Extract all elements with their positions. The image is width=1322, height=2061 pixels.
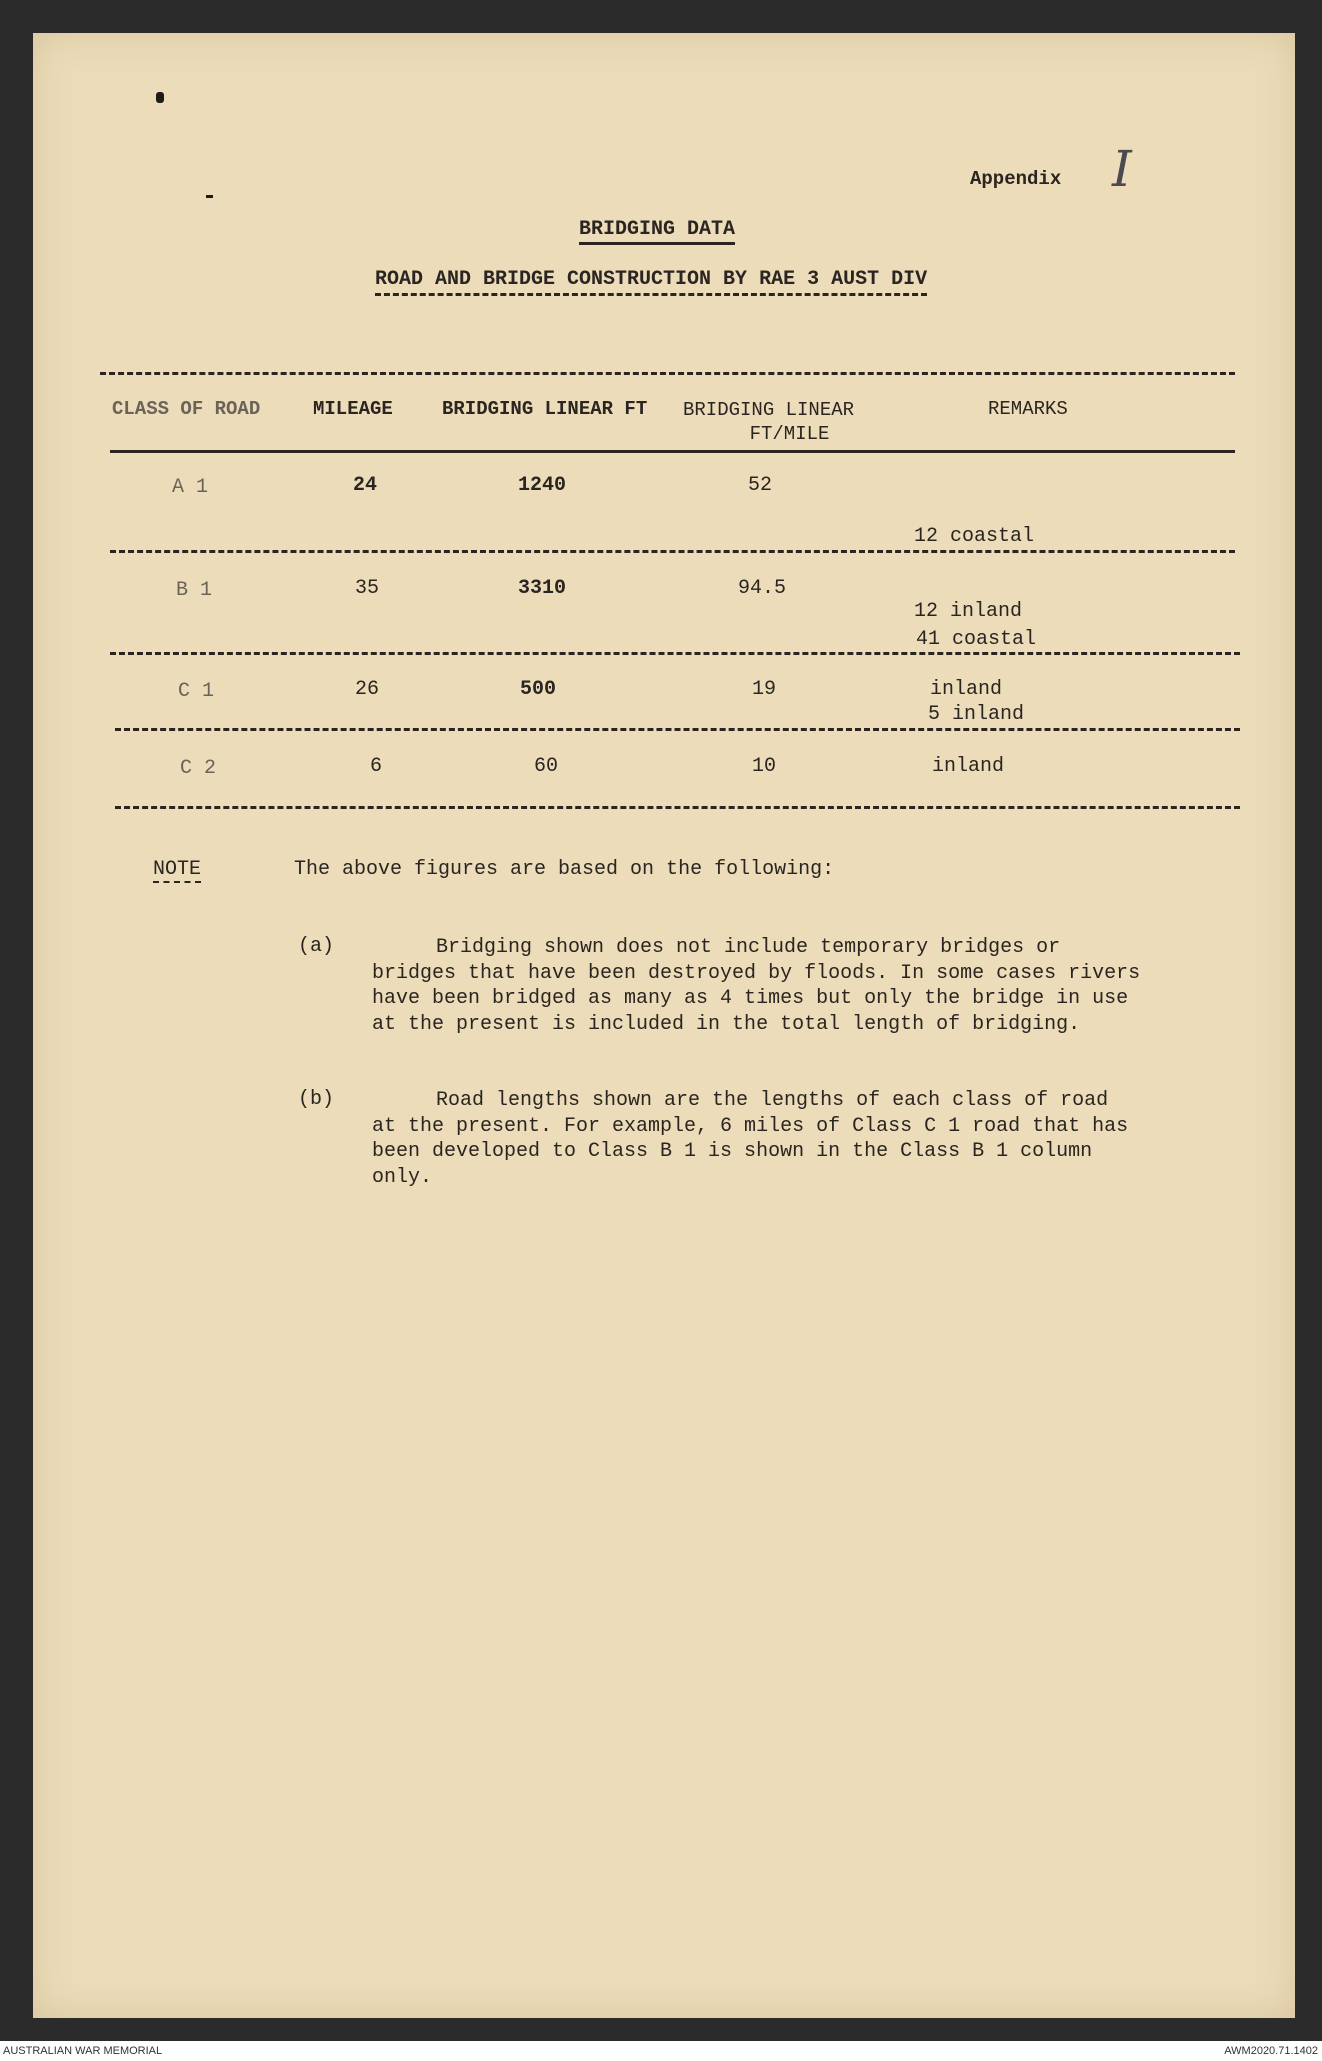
header-bridging-linear-ft: BRIDGING LINEAR FT [442, 398, 648, 420]
row-linear-ft: 60 [534, 755, 559, 778]
row-remarks-line2: 12 inland [914, 600, 1023, 623]
row-class: C 1 [178, 680, 215, 703]
row-remarks: inland [932, 755, 1005, 778]
row-class: C 2 [180, 757, 217, 780]
row-mileage: 26 [355, 678, 380, 701]
note-label: NOTE [153, 858, 202, 881]
row-remarks [916, 577, 1036, 752]
note-item-text: Bridging shown does not include temporary bridges or bridges that have been destroyed by floods. In some cases rivers have been bridged as many as 4 times but only the bridge in use at the present is included in the total length of bridging. [372, 936, 1141, 1036]
row-mileage: 24 [353, 474, 378, 497]
document-title: BRIDGING DATA [579, 218, 735, 245]
row-remarks-line1: 41 coastal [916, 628, 1037, 651]
footer-accession-number: AWM2020.71.1402 [1224, 2045, 1318, 2057]
note-item-label: (b) [298, 1088, 335, 1111]
table-rule-header [110, 450, 1235, 453]
appendix-number: I [1112, 140, 1132, 198]
row-ft-mile: 10 [752, 755, 777, 778]
table-rule [115, 728, 1240, 731]
row-ft-mile: 52 [748, 474, 773, 497]
table-rule [110, 550, 1235, 553]
header-bridging-ft-mile-line2: FT/MILE [749, 423, 830, 445]
header-class-of-road: CLASS OF ROAD [112, 398, 261, 420]
row-linear-ft: 500 [520, 678, 557, 701]
ink-mark [206, 195, 213, 198]
note-item-label: (a) [298, 935, 335, 958]
table-rule [110, 652, 1240, 655]
table-rule-top [100, 372, 1235, 375]
row-mileage: 35 [355, 577, 380, 600]
row-ft-mile: 94.5 [738, 577, 787, 600]
ink-mark [156, 92, 164, 103]
appendix-label: Appendix [970, 168, 1062, 190]
row-linear-ft: 3310 [518, 577, 567, 600]
footer-institution: AUSTRALIAN WAR MEMORIAL [3, 2045, 163, 2057]
note-intro: The above figures are based on the following: [294, 858, 835, 881]
archive-footer [0, 2041, 1322, 2061]
row-mileage: 6 [370, 755, 383, 778]
header-bridging-ft-mile-line1: BRIDGING LINEAR [683, 399, 855, 421]
row-class: B 1 [176, 579, 213, 602]
document-subtitle: ROAD AND BRIDGE CONSTRUCTION BY RAE 3 AUST DIV [375, 268, 927, 296]
row-remarks-line2: 5 inland [916, 703, 1025, 726]
row-remarks-line1: 12 coastal [914, 525, 1035, 548]
row-ft-mile: 19 [752, 678, 777, 701]
table-rule-bottom [115, 806, 1240, 809]
row-class: A 1 [172, 476, 209, 499]
header-remarks: REMARKS [988, 398, 1068, 420]
row-linear-ft: 1240 [518, 474, 567, 497]
row-remarks: inland [930, 678, 1003, 701]
note-item-text: Road lengths shown are the lengths of each class of road at the present. For example, 6 miles of Class C 1 road that has been developed to Class B 1 is shown in the Class B 1 column only. [372, 1089, 1129, 1189]
header-mileage: MILEAGE [313, 398, 393, 420]
header-bridging-ft-mile [683, 398, 854, 446]
